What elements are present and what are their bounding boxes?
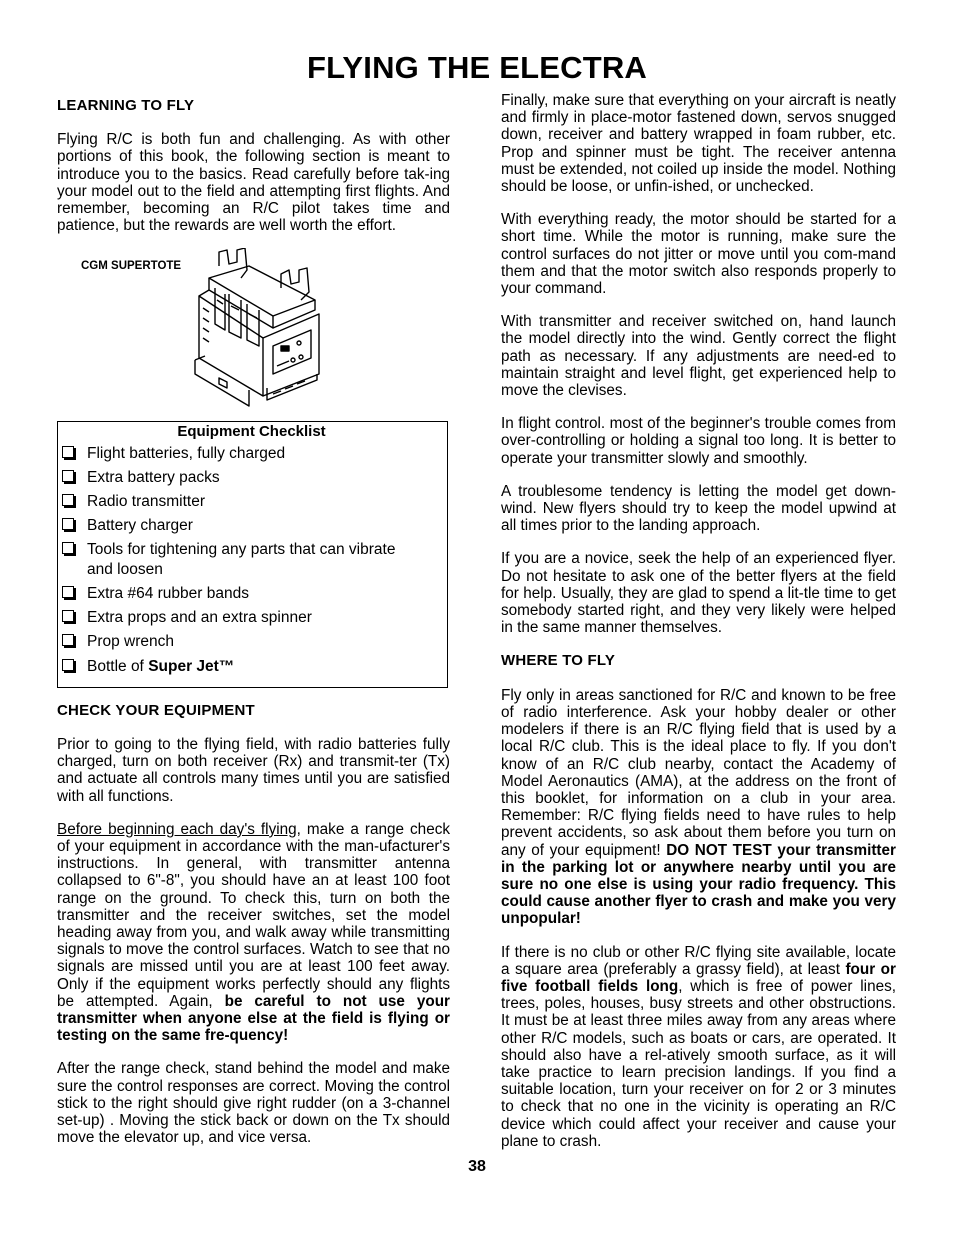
right-paragraph-6: If you are a novice, seek the help of an experienced flyer. Do not hesitate to ask one of the better flyers at the field for help. Usually, they are glad to spend a lit-tle time to get somebody started right, and they very likely were helped in the same manner themselves. xyxy=(501,550,896,637)
supertote-figure xyxy=(57,248,450,413)
check-equipment-heading: CHECK YOUR EQUIPMENT xyxy=(57,701,255,719)
checkbox-icon xyxy=(62,542,74,554)
checkbox-icon xyxy=(62,610,74,622)
supertote-illustration xyxy=(189,248,329,413)
checklist-list xyxy=(62,444,441,677)
checklist-item-product: Super Jet™ xyxy=(148,657,235,675)
check-paragraph-1: Prior to going to the flying field, with radio batteries fully charged, turn on both receiver (Rx) and transmit-ter (Tx) and actuate all controls many times until you are satisfied with all functions. xyxy=(57,736,450,805)
where-paragraph-2-a: If there is no club or other R/C flying site available, locate a square area (preferably a grassy field), at least xyxy=(501,943,896,978)
checklist-item xyxy=(62,608,441,628)
checkbox-icon xyxy=(62,446,74,458)
checkbox-icon xyxy=(62,659,74,671)
page-number: 38 xyxy=(468,1158,486,1175)
checklist-item xyxy=(62,632,441,652)
right-paragraph-3: With transmitter and receiver switched on, hand launch the model directly into the wind. Gently correct the flight path as necessary. If any adjustments are need-ed to maintain straight and level flight, get experienced help to move the clevises. xyxy=(501,313,896,400)
figure-caption: CGM SUPERTOTE xyxy=(81,260,182,273)
where-paragraph-1 xyxy=(501,687,896,928)
where-to-fly-heading: WHERE TO FLY xyxy=(501,652,616,670)
checklist-item xyxy=(62,492,441,512)
checklist-item-label: Prop wrench xyxy=(87,633,175,651)
right-paragraph-5: A troublesome tendency is letting the model get down-wind. New flyers should try to keep the model upwind at all times prior to the landing approach. xyxy=(501,482,896,535)
checklist-title: Equipment Checklist xyxy=(177,423,326,441)
where-paragraph-2 xyxy=(501,944,896,1150)
checklist-item xyxy=(62,584,441,604)
where-paragraph-2-bold: four or five football fields long xyxy=(501,960,896,995)
checklist-item-label: Battery charger xyxy=(87,517,193,535)
page-title: FLYING THE ELECTRA xyxy=(306,50,648,85)
checklist-item-label: Extra props and an extra spinner xyxy=(87,609,312,627)
left-column xyxy=(57,97,450,1162)
where-paragraph-2-b: , which is free of power lines, trees, poles, houses, busy streets and other obstructions. It must be at least three miles away from any areas where other R/C models, such as boats or cars, are operated. It should also have a rel-atively smooth surface, as it will take practice to learn precision landings. If you find a suitable location, turn your receiver on for 2 or 3 minutes to check that no one in the vicinity is operating an R/C device which could affect your receiver and cause your plane to crash. xyxy=(501,977,896,1150)
check-paragraph-2-warning: be careful to not use your transmitter when anyone else at the field is flying or testing on the same fre-quency! xyxy=(57,992,450,1045)
checkbox-icon xyxy=(62,586,74,598)
right-paragraph-2: With everything ready, the motor should be started for a short time. While the motor is running, make sure the control surfaces do not jitter or move until you com-mand them and that the motor switch also responds properly to your command. xyxy=(501,211,896,298)
right-paragraph-1: Finally, make sure that everything on your aircraft is neatly and firmly in place-motor fastened down, servos snugged down, receiver and battery wrapped in foam rubber, etc. Prop and spinner must be tight. The receiver antenna must be extended, not coiled up inside the model. Nothing should be loose, or unfin-ished, or unchecked. xyxy=(501,92,896,196)
checklist-item-label: Extra #64 rubber bands xyxy=(87,585,249,603)
right-column xyxy=(501,92,896,1166)
where-paragraph-1-text: Fly only in areas sanctioned for R/C and known to be free of radio interference. Ask your hobby dealer or other modelers if there is an R/C flying field that is used by a local R/C club. This is the ideal place to fly. If you don't know of an R/C club nearby, contact the Academy of Model Aeronautics (AMA), at the address on the front of this booklet, for information on a club in your area. Remember: R/C flying fields need to have rules to help prevent accidents, so ask about them before you turn on any of your equipment! xyxy=(501,686,896,859)
checkbox-icon xyxy=(62,634,74,646)
checkbox-icon xyxy=(62,470,74,482)
check-paragraph-2-text: make a range check of your equipment in accordance with the man-ufacturer's instructions. In general, with transmitter antenna collapsed to 6"-8", you should have an at least 100 foot range on the ground. To check this, turn on both the transmitter and the receiver switches, set the model heading away from you, and walk away while transmitting signals to move the control surfaces. Watch to see that no signals are missed until you are at least 100 feet away. Only if the equipment works perfectly should any flights be attempted. Again, xyxy=(57,820,450,1010)
checklist-item-label: Extra battery packs xyxy=(87,468,220,486)
checklist-item xyxy=(62,468,441,488)
checklist-item xyxy=(62,657,441,677)
learning-paragraph: Flying R/C is both fun and challenging. As with other portions of this book, the following section is meant to introduce you to the basics. Read carefully before tak-ing your model out to the field and attempting first flights. And remember, becoming an R/C pilot takes time and patience, but the rewards are well worth the effort. xyxy=(57,131,450,235)
check-paragraph-2 xyxy=(57,821,450,1045)
learning-heading: LEARNING TO FLY xyxy=(57,97,195,114)
equipment-checklist xyxy=(57,421,448,687)
checklist-item-label: Tools for tightening any parts that can vibrate and loosen xyxy=(87,541,396,578)
underlined-phrase: Before beginning each day's flying, xyxy=(57,820,301,838)
checkbox-icon xyxy=(62,518,74,530)
right-paragraph-4: In flight control. most of the beginner's trouble comes from over-controlling or holding a signal too long. It is better to operate your transmitter slowly and smoothly. xyxy=(501,415,896,467)
checklist-item-label: Radio transmitter xyxy=(87,493,206,510)
where-paragraph-1-warning: DO NOT TEST your transmitter in the parking lot or anywhere nearby until you are sure no one else is using your radio frequency. This could cause another flyer to crash and make you very unpopular! xyxy=(501,841,896,928)
checkbox-icon xyxy=(62,494,74,506)
checklist-item-label: Flight batteries, fully charged xyxy=(87,444,286,462)
checklist-item xyxy=(62,444,441,464)
check-paragraph-3: After the range check, stand behind the model and make sure the control responses are correct. Moving the control stick to the right should give right rudder (on a 3-channel set-up) . Moving the stick back or down on the Tx should move the elevator up, and vice versa. xyxy=(57,1060,450,1147)
checklist-item xyxy=(62,516,441,536)
checklist-item xyxy=(62,540,441,579)
checklist-item-prefix: Bottle of xyxy=(87,657,149,675)
